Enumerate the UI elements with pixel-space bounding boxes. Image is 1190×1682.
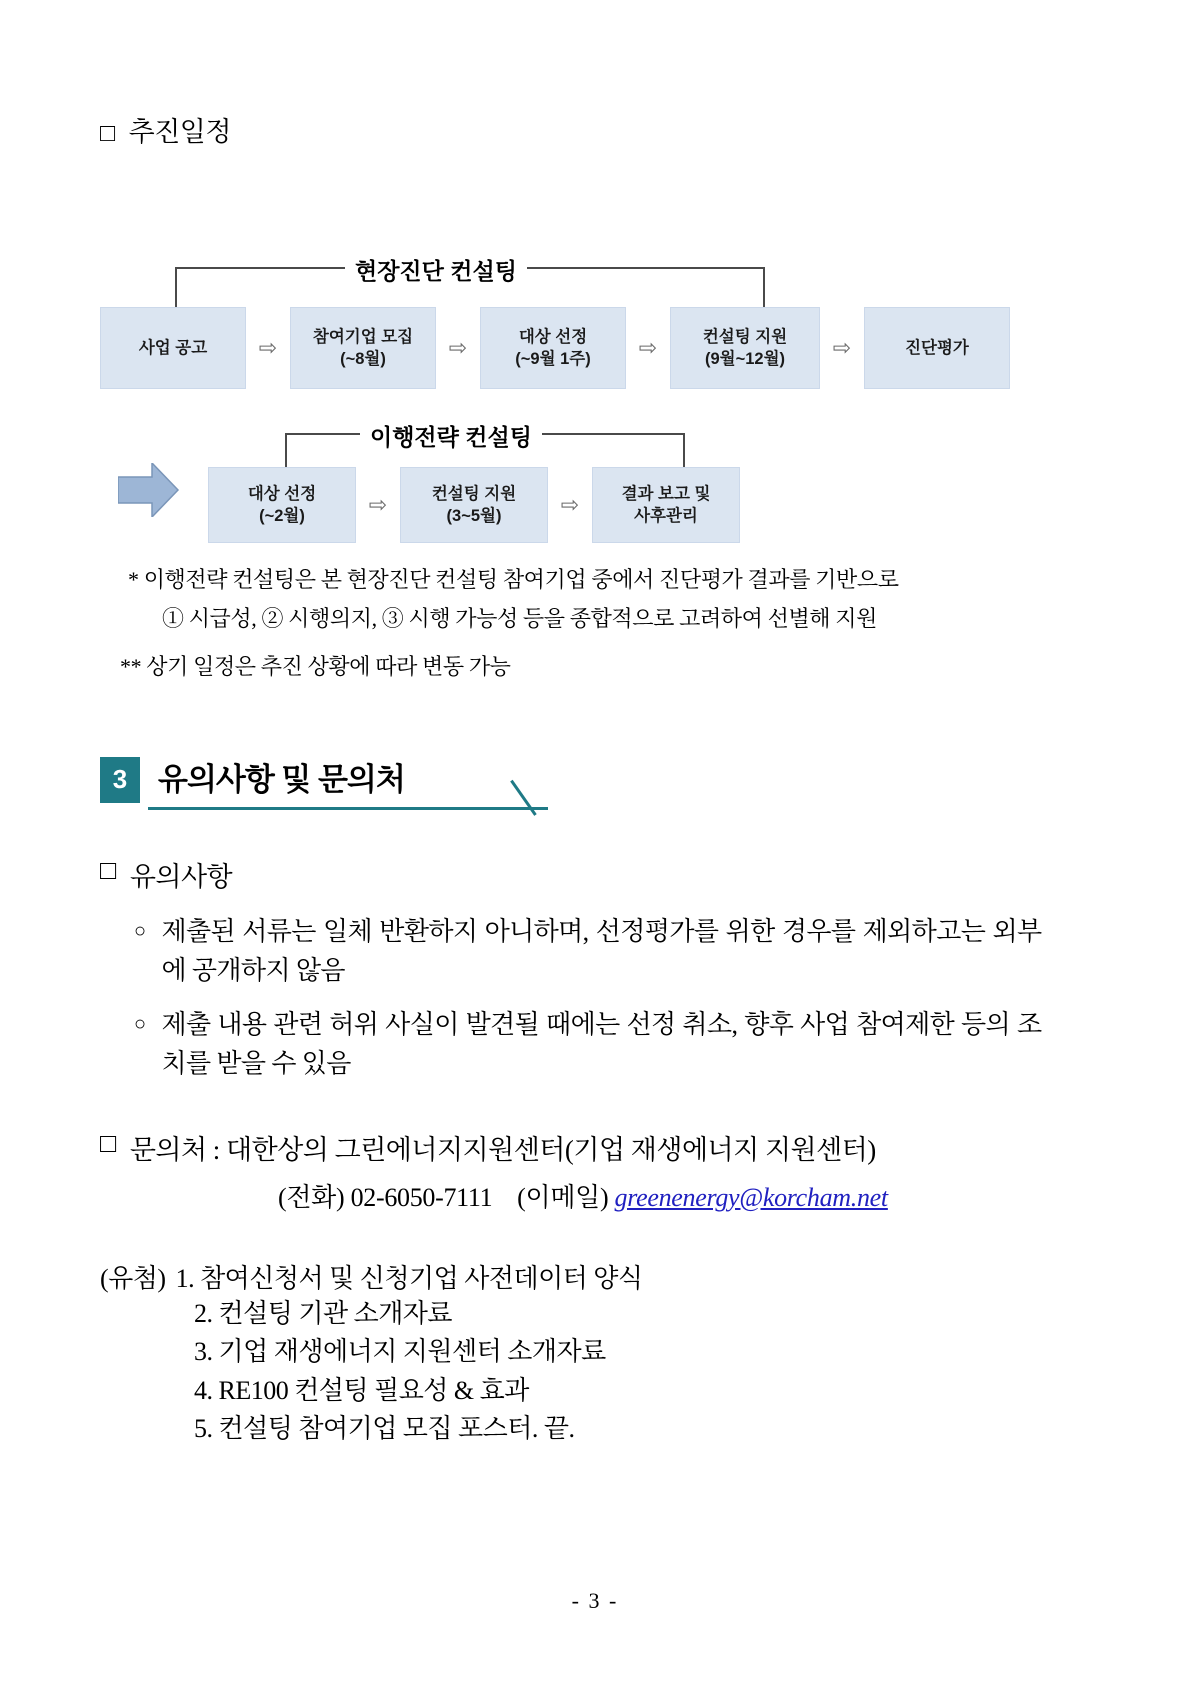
step-line1: 컨설팅 지원 [702,327,788,346]
contact-heading-label: 문의처 : 대한상의 그린에너지지원센터(기업 재생에너지 지원센터) [129,1134,876,1165]
section-tick-mark [510,779,537,815]
step-line2: (3~5월) [446,507,502,525]
step-line2: (~2월) [259,507,305,525]
contact-details [100,1177,1090,1214]
arrow-icon: ⇨ [832,335,852,360]
group1-title: 현장진단 컨설팅 [345,253,527,286]
list-item-text: 제출 내용 관련 허위 사실이 발견될 때에는 선정 취소, 향후 사업 참여제한 등의 조치를 받을 수 있음 [161,1009,1042,1079]
attachments-label: (유첨) [100,1263,166,1293]
flow-big-arrow-icon [118,463,180,517]
group2-steps-row [208,467,740,543]
step-line2: (~8월) [340,350,386,368]
note-line: ① 시급성, ② 시행의지, ③ 시행 가능성 등을 종합적으로 고려하여 선별해 지원 [162,605,877,631]
attachment-item: 3. 기업 재생에너지 지원센터 소개자료 [194,1337,606,1367]
attachment-item: 2. 컨설팅 기관 소개자료 [194,1298,453,1328]
phone-number: 02-6050-7111 [350,1182,493,1212]
schedule-heading-label: 추진일정 [128,117,231,147]
notice-list [100,912,1090,1084]
arrow-icon: ⇨ [368,492,388,517]
step-line1: 참여기업 모집 [312,327,414,346]
step-line2: 사후관리 [634,507,698,525]
list-item-text: 제출된 서류는 일체 반환하지 아니하며, 선정평가를 위한 경우를 제외하고는 외부에 공개하지 않음 [161,916,1042,986]
email-link[interactable]: greenenergy@korcham.net [614,1182,888,1212]
schedule-diagram [100,175,1090,525]
attachments-block [100,1258,1090,1449]
contact-block [100,1128,1090,1214]
step-line1: 진단평가 [905,338,969,357]
attachment-item: 4. RE100 컨설팅 필요성 & 효과 [194,1375,529,1405]
notice-heading-label: 유의사항 [129,861,233,892]
section-underline [148,807,548,810]
contact-heading [100,1128,1090,1167]
step-box [670,307,820,389]
list-item [100,912,1090,991]
list-item [100,1005,1090,1084]
schedule-heading [100,110,1090,149]
step-line1: 사업 공고 [138,338,208,357]
step-line1: 결과 보고 및 [621,484,711,503]
step-box [480,307,626,389]
schedule-notes [100,561,1090,687]
phone-label: (전화) [278,1182,345,1212]
arrow-icon: ⇨ [638,335,658,360]
step-line1: 대상 선정 [247,484,317,503]
attachment-first-row [100,1258,1090,1295]
circle-bullet-icon: ○ [134,919,146,942]
arrow-icon: ⇨ [258,335,278,360]
section-number-badge: 3 [100,757,140,803]
step-line2: (~9월 1주) [515,350,591,368]
attachment-item: 1. 참여신청서 및 신청기업 사전데이터 양식 [175,1263,643,1293]
attachment-rest [100,1295,1090,1449]
notice-block [100,855,1090,1084]
step-box [290,307,436,389]
email-label: (이메일) [517,1182,609,1212]
step-line1: 대상 선정 [518,327,588,346]
square-bullet-icon: □ [100,1127,116,1158]
notice-heading [100,855,1090,894]
section-title: 유의사항 및 문의처 [158,761,405,797]
section3-banner [100,757,570,813]
note-line: * 이행전략 컨설팅은 본 현장진단 컨설팅 참여기업 중에서 진단평가 결과를 기반으로 [128,567,899,592]
step-box [592,467,740,543]
step-line1: 컨설팅 지원 [431,484,517,503]
circle-bullet-icon: ○ [134,1012,146,1035]
group1-steps-row [100,307,1010,389]
square-bullet-icon: □ [100,854,116,885]
square-bullet-icon: □ [100,120,115,147]
step-box [100,307,246,389]
attachment-item: 5. 컨설팅 참여기업 모집 포스터. 끝. [194,1413,575,1443]
step-line2: (9월~12월) [704,350,786,368]
step-box [864,307,1010,389]
step-box [208,467,356,543]
arrow-icon: ⇨ [560,492,580,517]
group2-title: 이행전략 컨설팅 [360,419,542,452]
note-line: ** 상기 일정은 추진 상황에 따라 변동 가능 [120,654,511,679]
step-box [400,467,548,543]
page-number: - 3 - [571,1588,619,1613]
arrow-icon: ⇨ [448,335,468,360]
